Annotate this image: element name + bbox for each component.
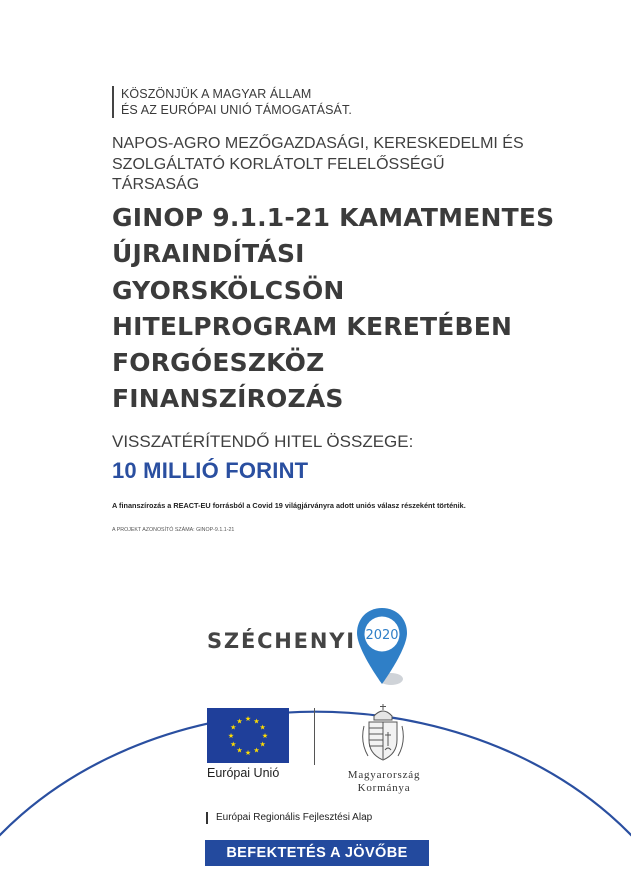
- title-line-4: HITELPROGRAM KERETÉBEN: [112, 311, 513, 341]
- hungarian-coat-of-arms-icon: [360, 702, 406, 766]
- szechenyi-logo-text: SZÉCHENYI: [207, 629, 356, 653]
- loan-amount-label: VISSZATÉRÍTENDŐ HITEL ÖSSZEGE:: [112, 432, 414, 451]
- funding-note: A finanszírozás a REACT-EU forrásból a Covid 19 világjárványra adott uniós válasz részeként történik.: [112, 501, 466, 510]
- szechenyi-year: 2020: [365, 628, 399, 643]
- government-label: [334, 769, 434, 795]
- eu-star-icon: ★: [244, 749, 252, 757]
- government-line-2: Kormánya: [357, 782, 411, 794]
- government-line-1: Magyarország: [347, 769, 421, 781]
- eu-star-icon: ★: [230, 723, 237, 732]
- eu-star-icon: ★: [261, 732, 269, 740]
- thanks-line-1: KÖSZÖNJÜK A MAGYAR ÁLLAM: [121, 87, 312, 101]
- title-line-3: GYORSKÖLCSÖN: [112, 275, 345, 305]
- loan-amount-value: 10 MILLIÓ FORINT: [112, 458, 309, 483]
- eu-star-icon: ★: [259, 723, 266, 732]
- eu-star-icon: ★: [236, 717, 243, 726]
- eu-star-icon: ★: [259, 740, 266, 749]
- eu-flag-icon: [207, 708, 289, 763]
- title-line-2: ÚJRAINDÍTÁSI: [112, 239, 305, 269]
- eu-star-icon: ★: [244, 715, 252, 723]
- title-line-6: FINANSZÍROZÁS: [112, 384, 344, 414]
- logo-divider: [314, 708, 315, 765]
- eu-stars: [207, 708, 289, 763]
- thanks-line-2: ÉS AZ EURÓPAI UNIÓ TÁMOGATÁSÁT.: [121, 103, 352, 117]
- eu-star-icon: ★: [230, 740, 237, 749]
- title-line-5: FORGÓESZKÖZ: [112, 348, 325, 378]
- fund-name: Európai Regionális Fejlesztési Alap: [206, 812, 372, 824]
- eu-label: Európai Unió: [207, 766, 280, 780]
- eu-star-icon: ★: [253, 717, 260, 726]
- slogan-banner: BEFEKTETÉS A JÖVŐBE: [205, 840, 429, 866]
- company-line-1: NAPOS-AGRO MEZŐGAZDASÁGI, KERESKEDELMI ÉS: [112, 135, 524, 152]
- eu-star-icon: ★: [227, 732, 235, 740]
- title-line-1: GINOP 9.1.1-21 KAMATMENTES: [112, 203, 555, 232]
- company-line-3: TÁRSASÁG: [112, 176, 200, 193]
- company-line-2: SZOLGÁLTATÓ KORLÁTOLT FELELŐSSÉGŰ: [112, 155, 445, 173]
- project-id: A PROJEKT AZONOSÍTÓ SZÁMA: GINOP-9.1.1-21: [112, 527, 235, 533]
- szechenyi-2020-pin-icon: [355, 606, 409, 688]
- eu-star-icon: ★: [253, 746, 260, 755]
- eu-star-icon: ★: [236, 746, 243, 755]
